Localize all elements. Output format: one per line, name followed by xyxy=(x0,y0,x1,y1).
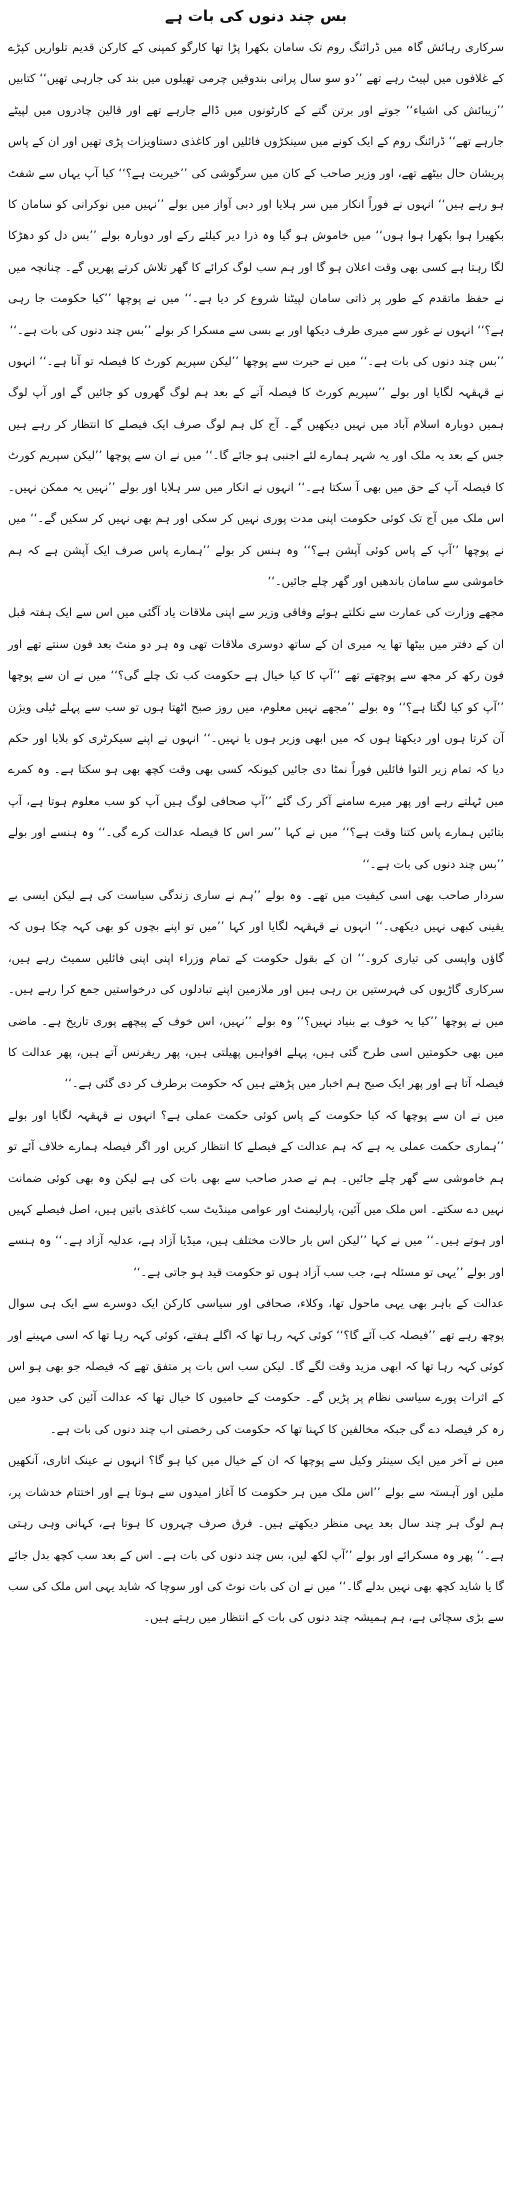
article-headline: بس چند دنوں کی بات ہے xyxy=(165,7,347,25)
article-paragraph-3: مجھے وزارت کی عمارت سے نکلتے ہوئے وفاقی وزیر سے اپنی ملاقات یاد آگئی میں اس سے ایک ہفتہ قبل ان کے دفتر میں بیٹھا تھا یہ میری ان کے ساتھ دوسری ملاقات تھی وہ ہر دو منٹ بعد فون سنتے تھے اور فون رکھ کر مجھ سے پوچھتے تھے ’’آپ کا کیا خیال ہے حکومت کب تک چلے گی؟‘‘ میں نے ان سے پوچھا ’’آپ کو کیا لگتا ہے؟‘‘ وہ بولے ’’مجھے نہیں معلوم، میں روز صبح اٹھتا ہوں تو سب سے پہلے ٹیلی ویژن آن کرتا ہوں اور دیکھتا ہوں کہ میں ابھی وزیر ہوں یا نہیں۔‘‘ انہوں نے اپنے سیکرٹری کو بلایا اور حکم دیا کہ تمام زیر التوا فائلیں فوراً نمٹا دی جائیں کیونکہ کسی بھی وقت کچھ بھی ہو سکتا ہے۔ وہ کمرے میں ٹہلتے رہے اور پھر میرے سامنے آکر رک گئے ’’آپ صحافی لوگ ہیں آپ کو سب معلوم ہوتا ہے، آپ بتائیں ہمارے پاس کتنا وقت ہے؟‘‘ میں نے کہا ’’سر اس کا فیصلہ عدالت کرے گی۔‘‘ وہ ہنسے اور بولے ’’بس چند دنوں کی بات ہے۔‘‘ xyxy=(8,605,504,871)
article-body xyxy=(8,32,504,1634)
article-paragraph-2: ’’بس چند دنوں کی بات ہے۔‘‘ میں نے حیرت سے پوچھا ’’لیکن سپریم کورٹ کا فیصلہ تو آنا ہے۔‘‘ انہوں نے قہقہہ لگایا اور بولے ’’سپریم کورٹ کا فیصلہ آنے کے بعد ہم لوگ گھروں کو جائیں گے اور آپ لوگ ہمیں دوبارہ اسلام آباد میں نہیں دیکھیں گے۔ آج کل ہم لوگ صرف ایک فیصلے کا انتظار کر رہے ہیں جس کے بعد یہ ملک اور یہ شہر ہمارے لئے اجنبی ہو جائے گا۔‘‘ میں نے ان سے پوچھا ’’لیکن سپریم کورٹ کا فیصلہ آپ کے حق میں بھی آ سکتا ہے۔‘‘ انہوں نے انکار میں سر ہلایا اور بولے ’’نہیں یہ ممکن نہیں۔ اس ملک میں آج تک کوئی حکومت اپنی مدت پوری نہیں کر سکی اور ہم بھی نہیں کر سکیں گے۔‘‘ میں نے پوچھا ’’آپ کے پاس کوئی آپشن ہے؟‘‘ وہ ہنس کر بولے ’’ہمارے پاس صرف ایک آپشن ہے کہ ہم خاموشی سے سامان باندھیں اور گھر چلے جائیں۔‘‘ xyxy=(8,354,504,588)
article-paragraph-5: میں نے ان سے پوچھا کہ کیا حکومت کے پاس کوئی حکمت عملی ہے؟ انہوں نے قہقہہ لگایا اور بولے ’’ہماری حکمت عملی یہ ہے کہ ہم عدالت کے فیصلے کا انتظار کریں اور اگر فیصلہ ہمارے خلاف آئے تو ہم خاموشی سے گھر چلے جائیں۔ ہم نے صدر صاحب سے بھی بات کی ہے لیکن وہ بھی کوئی ضمانت نہیں دے سکتے۔ اس ملک میں آئین، پارلیمنٹ اور عوامی مینڈیٹ سب کاغذی باتیں ہیں، اصل فیصلے کہیں اور ہوتے ہیں۔‘‘ میں نے کہا ’’لیکن اس بار حالات مختلف ہیں، میڈیا آزاد ہے، عدلیہ آزاد ہے۔‘‘ وہ ہنسے اور بولے ’’یہی تو مسئلہ ہے، جب سب آزاد ہوں تو حکومت قید ہو جاتی ہے۔‘‘ xyxy=(8,1107,504,1279)
article-paragraph-7: میں نے آخر میں ایک سینئر وکیل سے پوچھا کہ ان کے خیال میں کیا ہو گا؟ انہوں نے عینک اتاری، آنکھیں ملیں اور آہستہ سے بولے ’’اس ملک میں ہر حکومت کا آغاز امیدوں سے ہوتا ہے اور اختتام خدشات پر، ہم لوگ ہر چند سال بعد یہی منظر دیکھتے ہیں۔ فرق صرف چہروں کا ہوتا ہے، کہانی وہی رہتی ہے۔‘‘ پھر وہ مسکرائے اور بولے ’’آپ لکھ لیں، بس چند دنوں کی بات ہے۔ اس کے بعد سب کچھ بدل جائے گا یا شاید کچھ بھی نہیں بدلے گا۔‘‘ میں نے ان کی بات نوٹ کی اور سوچا کہ شاید یہی اس ملک کی سب سے بڑی سچائی ہے، ہم ہمیشہ چند دنوں کی بات کے انتظار میں رہتے ہیں۔ xyxy=(8,1453,504,1625)
article-paragraph-1: سرکاری رہائش گاہ میں ڈرائنگ روم تک سامان بکھرا پڑا تھا کارگو کمپنی کے کارکن قدیم تلواریں کپڑے کے غلافوں میں لپیٹ رہے تھے ’’دو سو سال پرانی بندوقیں چرمی تھیلوں میں بند کی جارہی تھیں‘‘ کتابیں ’’زیبائش کی اشیاء‘‘ جوتے اور برتن گتے کے کارٹونوں میں ڈالے جارہے تھے اور قالین چادروں میں لپیٹے جارہے تھے‘‘ ڈرائنگ روم کے ایک کونے میں سینکڑوں فائلیں اور کاغذی دستاویزات پڑی تھیں اور ان کے پاس پریشان حال بیٹھے تھے، اور وزیر صاحب کے کان میں سرگوشی کی ’’خیریت ہے؟‘‘ کیا آپ یہاں سے شفٹ ہو رہے ہیں‘‘ انہوں نے فوراً انکار میں سر ہلایا اور دبی آواز میں بولے ’’نہیں میں نوکرانی کو سامان کا بکھیرا ہوا بکھرا ہوا ہوں‘‘ میں خاموش ہو گیا وہ ذرا دیر کیلئے رکے اور دوبارہ بولے ’’بس دل کو دھڑکا لگا رہتا ہے کسی بھی وقت اعلان ہو گا اور ہم سب لوگ کرائے کا گھر تلاش کرتے پھریں گے۔ چنانچہ میں نے حفظ ماتقدم کے طور پر ذاتی سامان لپیٹنا شروع کر دیا ہے۔‘‘ میں نے پوچھا ’’کیا حکومت جا رہی ہے؟‘‘ انہوں نے غور سے میری طرف دیکھا اور بے بسی سے مسکرا کر بولے ’’بس چند دنوں کی بات ہے۔‘‘ xyxy=(8,40,504,337)
article-paragraph-6: عدالت کے باہر بھی یہی ماحول تھا، وکلاء، صحافی اور سیاسی کارکن ایک دوسرے سے ایک ہی سوال پوچھ رہے تھے ’’فیصلہ کب آئے گا؟‘‘ کوئی کہہ رہا تھا کہ اگلے ہفتے، کوئی کہہ رہا تھا کہ اسی مہینے اور کوئی کہہ رہا تھا کہ ابھی مزید وقت لگے گا۔ لیکن سب اس بات پر متفق تھے کہ فیصلہ جو بھی ہو اس کے اثرات پورے سیاسی نظام پر پڑیں گے۔ حکومت کے حامیوں کا خیال تھا کہ عدالت آئین کی حدود میں رہ کر فیصلہ دے گی جبکہ مخالفین کا کہنا تھا کہ حکومت کی رخصتی اب چند دنوں کی بات ہے۔ xyxy=(8,1296,504,1436)
article-paragraph-4: سردار صاحب بھی اسی کیفیت میں تھے۔ وہ بولے ’’ہم نے ساری زندگی سیاست کی ہے لیکن ایسی بے یقینی کبھی نہیں دیکھی۔‘‘ انہوں نے قہقہہ لگایا اور کہا ’’میں تو اپنے بچوں کو بھی کہہ چکا ہوں کہ گاؤں واپسی کی تیاری کرو۔‘‘ ان کے بقول حکومت کے تمام وزراء اپنی اپنی فائلیں سمیٹ رہے ہیں، سرکاری گاڑیوں کی فہرستیں بن رہی ہیں اور ملازمین اپنے تبادلوں کی درخواستیں جمع کرا رہے ہیں۔ میں نے پوچھا ’’کیا یہ خوف بے بنیاد نہیں؟‘‘ وہ بولے ’’نہیں، اس خوف کے پیچھے پوری تاریخ ہے۔ ماضی میں بھی حکومتیں اسی طرح گئی ہیں، پہلے افواہیں پھیلتی ہیں، پھر ریفرنس آتے ہیں، پھر عدالت کا فیصلہ آتا ہے اور پھر ایک صبح ہم اخبار میں پڑھتے ہیں کہ حکومت برطرف کر دی گئی ہے۔‘‘ xyxy=(8,887,504,1091)
